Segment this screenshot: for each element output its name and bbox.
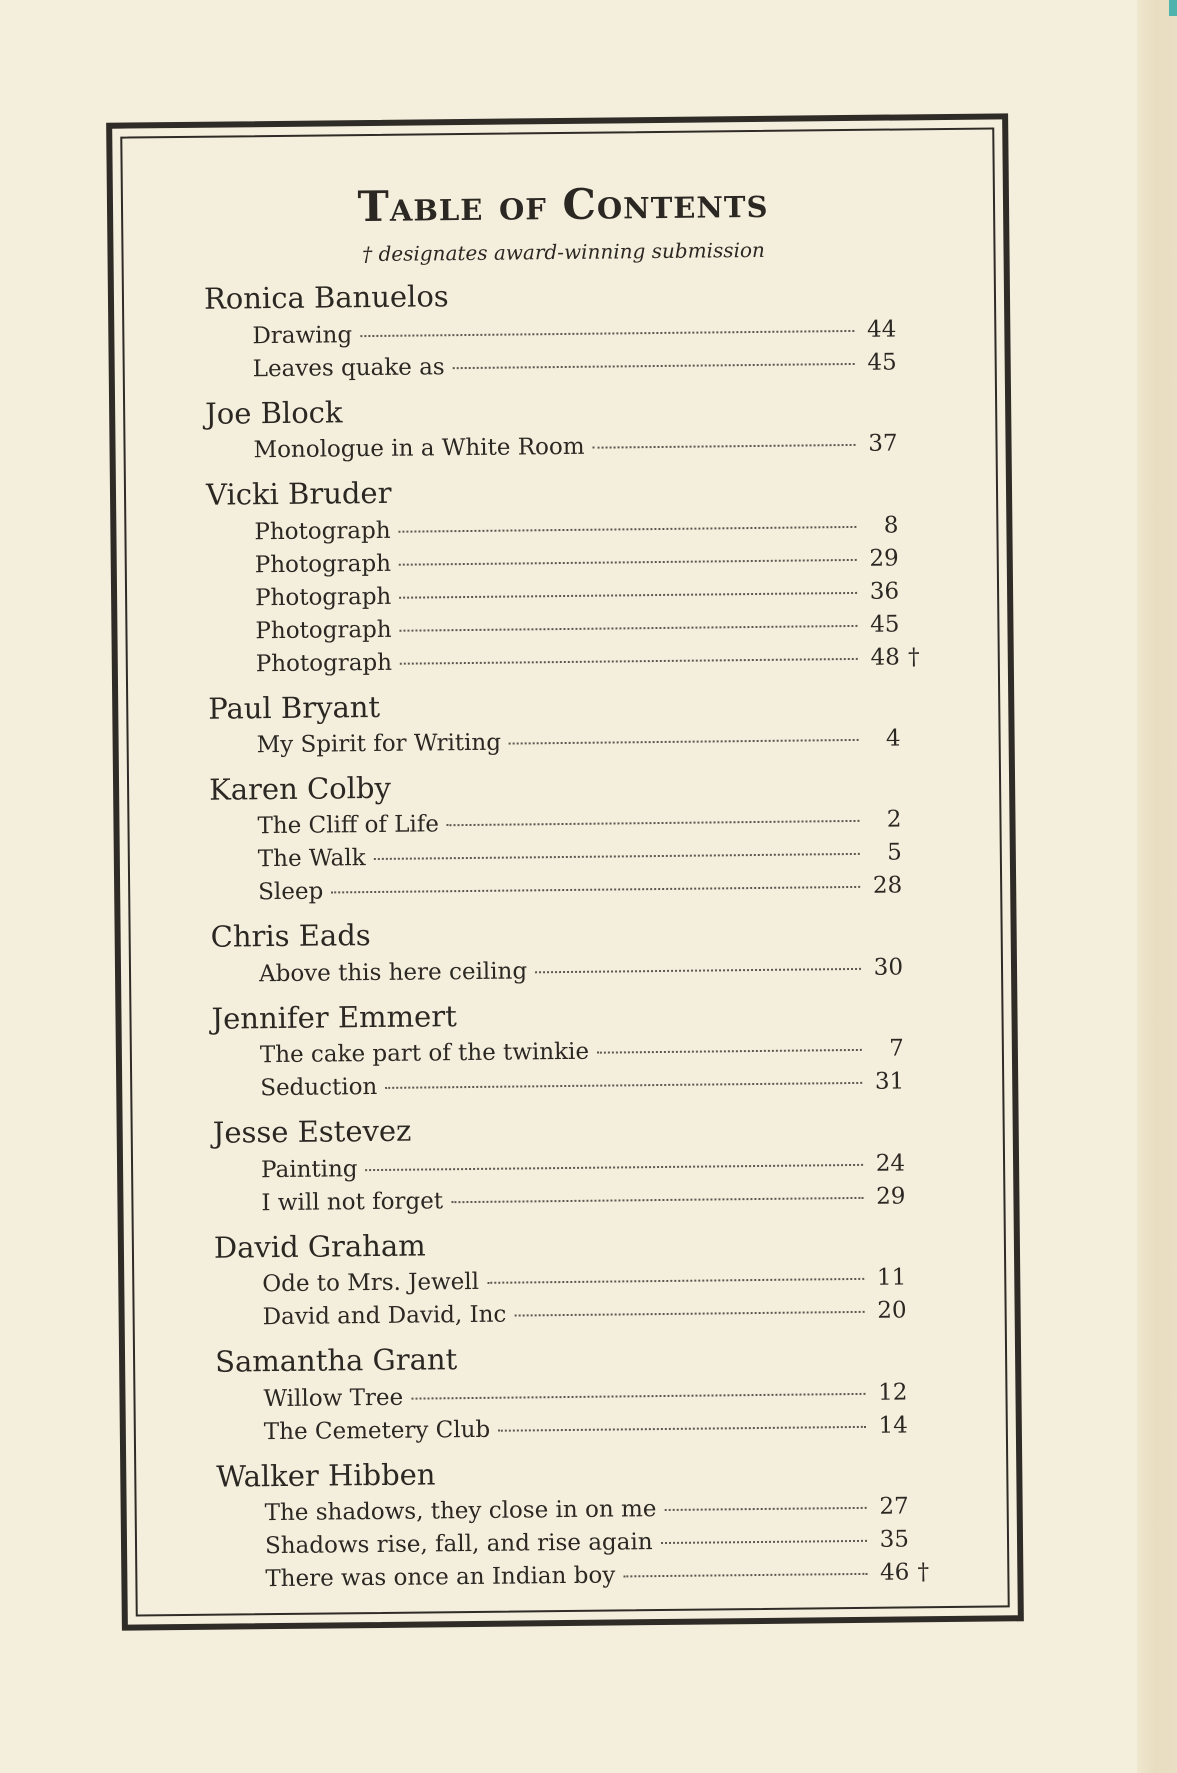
dot-leader: [453, 363, 855, 369]
dot-leader: [661, 1540, 867, 1544]
author-works-list: [205, 427, 925, 468]
author-section: [211, 996, 932, 1106]
entry-title: Above this here ceiling: [258, 958, 528, 988]
author-name: Karen Colby: [208, 770, 392, 807]
contents-frame: [106, 113, 1024, 1630]
dot-leader: [400, 657, 858, 664]
page-number: 48: [870, 643, 900, 671]
entry-title: My Spirit for Writing: [256, 729, 502, 759]
author-name: Vicki Bruder: [205, 475, 392, 512]
dot-leader: [399, 591, 857, 598]
page-edge: [1137, 0, 1177, 1773]
dot-leader: [593, 444, 856, 449]
dot-leader: [331, 886, 860, 894]
page-number: 24: [875, 1150, 906, 1177]
page-number: 31: [874, 1068, 905, 1096]
entry-title: Photograph: [255, 616, 392, 644]
contents-entry: [256, 722, 928, 762]
entry-title: The Cliff of Life: [257, 811, 440, 840]
dot-leader: [498, 1425, 866, 1431]
dot-leader: [374, 853, 860, 860]
contents-entry: [264, 1409, 936, 1449]
entry-title: The shadows, they close in on me: [264, 1496, 657, 1527]
dot-leader: [400, 624, 858, 631]
entry-title: Photograph: [255, 649, 393, 677]
page-number: 45: [870, 610, 900, 638]
contents-entry: [253, 427, 925, 467]
contents-entry: [260, 1065, 932, 1105]
page-number: 2: [886, 806, 902, 834]
entry-title: The cake part of the twinkie: [259, 1039, 590, 1069]
entry-title: Monologue in a White Room: [253, 433, 585, 464]
entry-title: Painting: [260, 1155, 358, 1183]
dot-leader: [664, 1507, 866, 1511]
author-name: Samantha Grant: [214, 1342, 458, 1379]
page-number: 12: [878, 1379, 908, 1406]
page-number: 7: [889, 1035, 905, 1062]
dot-leader: [623, 1573, 867, 1578]
entry-title: Photograph: [254, 550, 392, 578]
page-number: 5: [887, 839, 902, 866]
contents-entry: [258, 870, 930, 910]
entry-title: Photograph: [254, 583, 392, 611]
page-number: 37: [868, 430, 898, 457]
author-section: [206, 472, 928, 681]
entry-title: Ode to Mrs. Jewell: [262, 1269, 480, 1298]
author-section: [213, 1110, 934, 1220]
dot-leader: [451, 1197, 863, 1203]
award-legend: † designates award-winning submission: [362, 238, 765, 267]
contents-entry: [253, 346, 925, 386]
page-edge-marker: [1169, 0, 1177, 16]
page-number: 14: [878, 1412, 908, 1439]
author-section: [211, 915, 932, 992]
page-number: 20: [877, 1297, 907, 1324]
entry-title: Drawing: [252, 321, 353, 349]
page-number: 30: [873, 954, 904, 981]
page-number: 8: [883, 511, 899, 539]
author-works-list: [213, 1147, 934, 1221]
author-works-list: [214, 1261, 935, 1335]
author-name: Joe Block: [204, 394, 343, 431]
author-section: [204, 276, 925, 386]
author-works-list: [212, 1032, 933, 1106]
dot-leader: [366, 1164, 864, 1171]
entry-title: I will not forget: [261, 1187, 444, 1216]
entry-title: Willow Tree: [263, 1384, 404, 1412]
author-works-list: [204, 313, 925, 387]
entry-title: The Walk: [257, 845, 366, 873]
author-section: [215, 1339, 936, 1449]
author-works-list: [206, 509, 928, 682]
dot-leader: [597, 1049, 862, 1054]
author-name: Jennifer Emmert: [211, 998, 457, 1036]
author-name: Ronica Banuelos: [203, 279, 449, 316]
dot-leader: [535, 968, 861, 973]
dot-leader: [385, 1082, 862, 1089]
author-name: Chris Eads: [210, 918, 371, 955]
author-section: [216, 1454, 937, 1597]
author-works-list: [209, 804, 930, 911]
contents-entry: [261, 1180, 933, 1220]
entry-title: Shadows rise, fall, and rise again: [264, 1529, 653, 1560]
author-works-list: [215, 1376, 936, 1450]
entry-title: The Cemetery Club: [263, 1416, 491, 1445]
page-number: 36: [869, 577, 900, 605]
entry-title: Seduction: [260, 1074, 378, 1102]
dot-leader: [447, 820, 860, 826]
author-section: [209, 767, 930, 910]
author-works-list: [217, 1490, 938, 1597]
entry-title: Photograph: [254, 517, 391, 545]
author-name: David Graham: [213, 1228, 426, 1265]
dot-leader: [411, 1392, 865, 1399]
author-works-list: [208, 722, 928, 763]
contents-entry: [262, 1294, 934, 1334]
dot-leader: [399, 558, 857, 565]
dot-leader: [399, 525, 857, 532]
author-name: Paul Bryant: [208, 689, 381, 726]
page-number: 28: [872, 872, 903, 900]
award-dagger-mark: †: [917, 1559, 930, 1586]
author-name: Jesse Estevez: [212, 1113, 412, 1150]
dot-leader: [514, 1311, 864, 1317]
award-dagger-mark: †: [907, 643, 920, 670]
page-number: 35: [879, 1526, 910, 1553]
page-number: 29: [875, 1183, 906, 1210]
page-number: 29: [869, 544, 899, 572]
page-title: Table of Contents: [357, 177, 769, 232]
author-name: Walker Hibben: [216, 1456, 436, 1494]
author-section: [208, 686, 929, 763]
entry-title: Sleep: [258, 878, 324, 906]
dot-leader: [487, 1278, 864, 1284]
page-number: 11: [876, 1264, 907, 1291]
page-number: 27: [879, 1493, 909, 1520]
page-number: 44: [866, 316, 897, 343]
page-number: 4: [885, 725, 901, 752]
table-of-contents-list: [204, 276, 938, 1596]
author-section: [205, 391, 926, 468]
dot-leader: [509, 739, 859, 745]
page-number: 46: [879, 1559, 910, 1586]
entry-title: There was once an Indian boy: [265, 1562, 616, 1593]
contents-inner-frame: [120, 127, 1009, 1616]
author-works-list: [211, 951, 931, 992]
entry-title: David and David, Inc: [262, 1301, 507, 1331]
author-section: [214, 1225, 935, 1335]
entry-title: Leaves quake as: [252, 353, 445, 382]
contents-entry: [265, 1556, 937, 1596]
page-number: 45: [867, 349, 897, 376]
dot-leader: [360, 330, 854, 337]
contents-entry: [259, 951, 931, 991]
contents-entry: [256, 641, 928, 681]
